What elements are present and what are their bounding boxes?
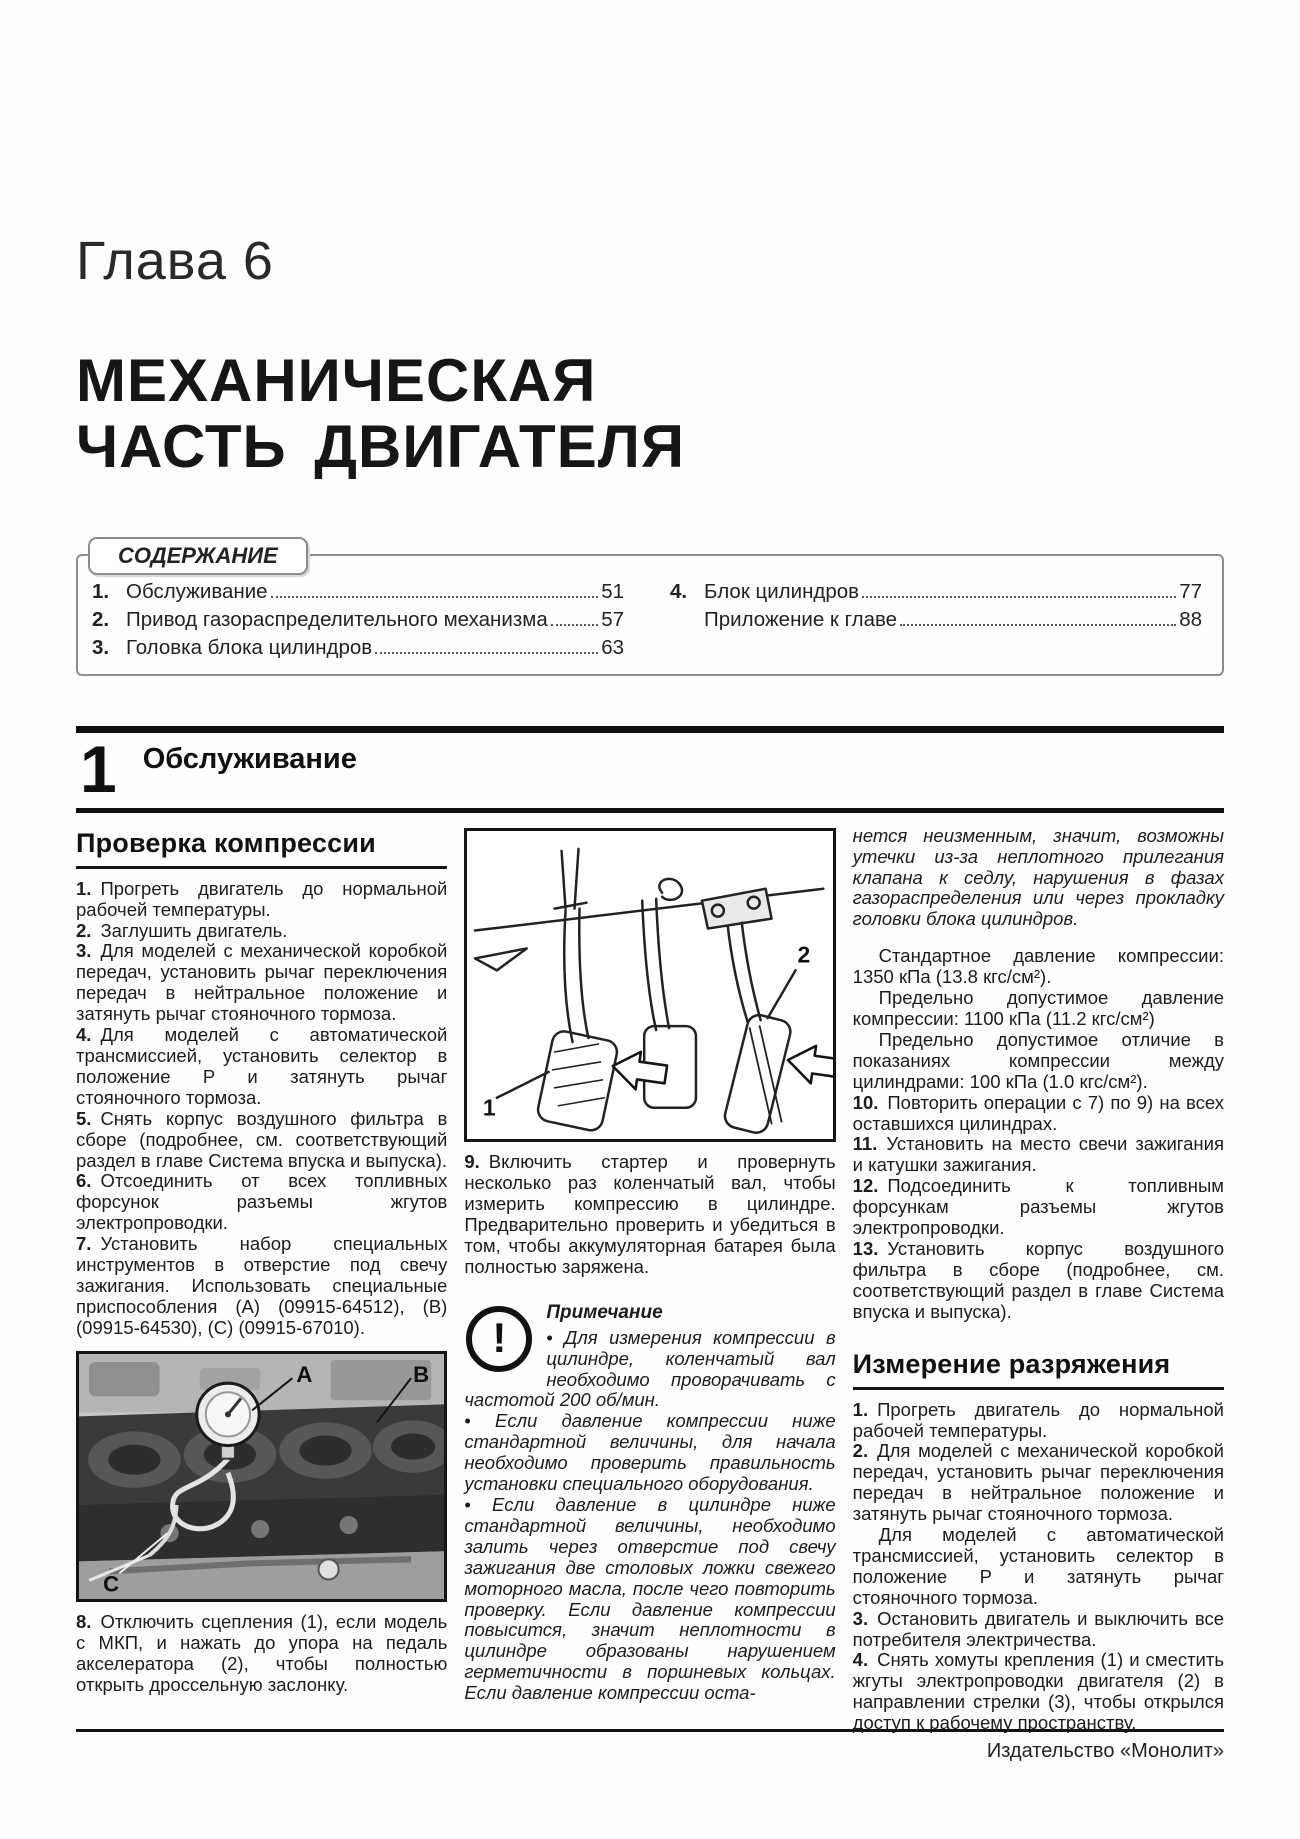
numbered-step — [853, 1609, 1224, 1651]
toc-dot-leader — [900, 624, 1176, 626]
numbered-step — [76, 1234, 447, 1339]
toc-entry-number: 3. — [92, 636, 110, 659]
engine-gauge-figure — [76, 1351, 447, 1603]
step-text: Снять корпус воздушного фильтра в сборе (подробнее, см. соответствующий раздел в главе Система впуска и выпуска). — [76, 1107, 448, 1171]
text-columns — [76, 826, 1224, 1734]
compression-heading: Проверка компрессии — [76, 828, 447, 869]
step-text: Повторить операции с 7) по 9) на всех оставшихся цилиндрах. — [852, 1091, 1224, 1134]
step-text: Заглушить двигатель. — [100, 919, 288, 941]
step-text: Для моделей с автоматической трансмиссией, установить селектор в положение P и затянуть рычаг стояночного тормоза. — [852, 1524, 1224, 1608]
step-number: 4. — [852, 1649, 869, 1671]
compression-steps-10-13 — [853, 1093, 1224, 1323]
figure-label-1: 1 — [483, 1094, 496, 1121]
toc-entry — [670, 606, 1202, 634]
step-number: 12. — [852, 1175, 879, 1197]
numbered-step — [464, 1152, 835, 1277]
numbered-step — [853, 1400, 1224, 1442]
vacuum-heading: Измерение разряжения — [853, 1349, 1224, 1390]
toc-entry-number: 2. — [92, 608, 110, 631]
section-number: 1 — [80, 732, 117, 806]
step-number: 13. — [852, 1237, 879, 1259]
step-number: 1. — [852, 1398, 869, 1420]
toc-column-left — [92, 578, 624, 662]
numbered-step — [76, 921, 447, 942]
step-text: Снять хомуты крепления (1) и сместить жгуты электропроводки двигателя (2) в направлении стрелки (3), чтобы открылся доступ к рабочему пространству. — [852, 1649, 1224, 1734]
step-number: 9. — [464, 1151, 480, 1173]
numbered-step — [76, 1612, 447, 1696]
note-bullet: • Если давление в цилиндре ниже стандартной величины, необходимо залить через отверстие под свечу зажигания две столовых ложки свежего моторного масла, после чего повторить проверку. Если давление компрессии повысится, значит неплотности в цилиндре образованы нарушением герметичности в поршневых кольцах. Если давление компрессии оста- — [464, 1495, 835, 1704]
numbered-step — [853, 1093, 1224, 1135]
numbered-step — [853, 1525, 1224, 1609]
toc-entry-label: Головка блока цилиндров — [126, 636, 373, 659]
step-number: 1. — [76, 877, 92, 899]
step-number: 6. — [76, 1170, 92, 1192]
numbered-step — [853, 1441, 1224, 1525]
note-bullets — [464, 1328, 835, 1704]
title-line-1: МЕХАНИЧЕСКАЯ — [76, 347, 597, 414]
toc-column-right — [670, 578, 1202, 662]
section-title: Обслуживание — [142, 743, 357, 775]
engine-gauge-illustration — [79, 1354, 444, 1600]
step-text: Остановить двигатель и выключить все потребителя электричества. — [852, 1607, 1224, 1650]
toc-tab-label: СОДЕРЖАНИЕ — [88, 537, 308, 575]
step-text: Прогреть двигатель до нормальной рабочей температуры. — [852, 1398, 1224, 1441]
step-number: 7. — [76, 1233, 92, 1255]
page-footer — [76, 1729, 1224, 1763]
compression-steps-1-7 — [76, 879, 447, 1339]
spec-line: Предельно допустимое давление компрессии: 1100 кПа (11.2 кгс/см²) — [852, 987, 1224, 1029]
figure-label-a: A — [296, 1361, 313, 1387]
step-text: Отключить сцепления (1), если модель с МКП, и нажать до упора на педаль акселератора (2), чтобы полностью открыть дроссельную заслонку. — [76, 1611, 448, 1695]
step-number: 2. — [76, 919, 92, 941]
toc-entry-page: 51 — [601, 580, 624, 603]
toc-dot-leader — [271, 596, 599, 598]
toc-dot-leader — [862, 596, 1176, 598]
toc-entry — [92, 634, 624, 662]
toc-entry-page: 77 — [1179, 580, 1202, 603]
step-number: 3. — [852, 1607, 869, 1629]
toc-entry — [92, 578, 624, 606]
column-middle — [464, 826, 835, 1734]
numbered-step — [76, 941, 447, 1025]
pedals-figure — [464, 828, 835, 1143]
vacuum-steps — [853, 1400, 1224, 1735]
step-number: 11. — [852, 1133, 878, 1155]
toc-entry-label: Привод газораспределительного механизма — [126, 608, 548, 631]
step-text: Установить набор специальных инструментов в отверстие под свечу зажигания. Использовать специальные приспособления (A) (09915-64512), (B) (09915-64530), (C) (09915-67010). — [76, 1233, 448, 1338]
step-number: 2. — [852, 1440, 869, 1462]
spec-line: Предельно допустимое отличие в показаниях компрессии между цилиндрами: 100 кПа (1.0 кгс/см²). — [852, 1028, 1224, 1092]
step-text: Отсоединить от всех топливных форсунок разъемы жгутов электропроводки. — [76, 1170, 448, 1234]
compression-step-8 — [76, 1612, 447, 1696]
step-text: Для моделей с механической коробкой передач, установить рычаг переключения передач в нейтральное положение и затянуть рычаг стояночного тормоза. — [76, 940, 448, 1025]
figure-label-c: C — [103, 1571, 120, 1597]
spec-line: Стандартное давление компрессии: 1350 кПа (13.8 кгс/см²). — [852, 945, 1224, 988]
compression-step-9 — [464, 1152, 835, 1277]
toc-entry-label: Обслуживание — [126, 580, 268, 603]
figure-label-b: B — [413, 1361, 430, 1387]
title-line-2: ЧАСТЬ ДВИГАТЕЛЯ — [76, 413, 685, 480]
step-text: Установить корпус воздушного фильтра в сборе (подробнее, см. соответствующий раздел в главе Система впуска и выпуска). — [852, 1237, 1224, 1322]
toc-entry-number: 1. — [92, 580, 110, 603]
toc-columns — [92, 578, 1202, 662]
toc-entry — [670, 578, 1202, 606]
note-exclamation-icon: ! — [466, 1306, 532, 1372]
toc-dot-leader — [375, 652, 598, 654]
step-text: Для моделей с механической коробкой передач, установить рычаг переключения передач в нейтральное положение и затянуть рычаг стояночного тормоза. — [852, 1440, 1224, 1525]
numbered-step — [76, 1109, 447, 1172]
toc-dot-leader — [551, 624, 598, 626]
toc-entry-page: 57 — [601, 608, 624, 631]
column-right — [853, 826, 1224, 1734]
step-text: Прогреть двигатель до нормальной рабочей температуры. — [76, 877, 448, 920]
toc-entry-label: Приложение к главе — [704, 608, 898, 631]
column-left — [76, 826, 447, 1734]
numbered-step — [853, 1650, 1224, 1734]
toc-entry-page: 63 — [601, 636, 624, 659]
note-bullet: • Если давление компрессии ниже стандартной величины, для начала необходимо проверить правильность установки специального оборудования. — [464, 1411, 835, 1495]
figure-label-2: 2 — [797, 941, 811, 968]
numbered-step — [853, 1134, 1224, 1176]
numbered-step — [76, 879, 447, 921]
page-title — [76, 348, 1224, 480]
step-text: Установить на место свечи зажигания и катушки зажигания. — [852, 1133, 1224, 1176]
note-block — [464, 1302, 835, 1704]
numbered-step — [76, 1025, 447, 1109]
step-text: Для моделей с автоматической трансмиссией, установить селектор в положение P и затянуть рычаг стояночного тормоза. — [76, 1024, 448, 1108]
note-title: Примечание — [546, 1301, 663, 1323]
toc-entry-label: Блок цилиндров — [704, 580, 860, 603]
toc-entry-page: 88 — [1179, 608, 1202, 631]
step-number: 10. — [852, 1091, 879, 1113]
step-number: 5. — [76, 1107, 92, 1129]
pedals-illustration — [467, 831, 832, 1140]
numbered-step — [853, 1239, 1224, 1323]
chapter-label: Глава 6 — [76, 231, 274, 291]
step-number: 8. — [76, 1611, 92, 1633]
toc-entry — [92, 606, 624, 634]
step-number: 4. — [76, 1024, 92, 1046]
step-number: 3. — [76, 940, 92, 962]
numbered-step — [76, 1171, 447, 1234]
numbered-step — [853, 1176, 1224, 1239]
spacer — [853, 930, 1224, 946]
step-text: Подсоединить к топливным форсункам разъемы жгутов электропроводки. — [852, 1175, 1224, 1239]
note-bullet: • Для измерения компрессии в цилиндре, коленчатый вал необходимо проворачивать с частотой 200 об/мин. — [464, 1328, 835, 1412]
step-text: Включить стартер и провернуть несколько раз коленчатый вал, чтобы измерить компрессию в цилиндре. Предварительно проверить и убедиться в том, чтобы аккумуляторная батарея была полностью заряжена. — [464, 1151, 836, 1277]
publisher-label: Издательство «Монолит» — [986, 1740, 1224, 1762]
compression-specs — [853, 946, 1224, 1092]
section-header — [76, 726, 1224, 813]
note-continuation: нется неизменным, значит, возможны утечки из-за неплотного прилегания клапана к седлу, нарушения в фазах газораспределения или через прокладку головки блока цилиндров. — [852, 824, 1224, 930]
table-of-contents — [76, 543, 1224, 676]
toc-entry-number: 4. — [670, 580, 688, 603]
